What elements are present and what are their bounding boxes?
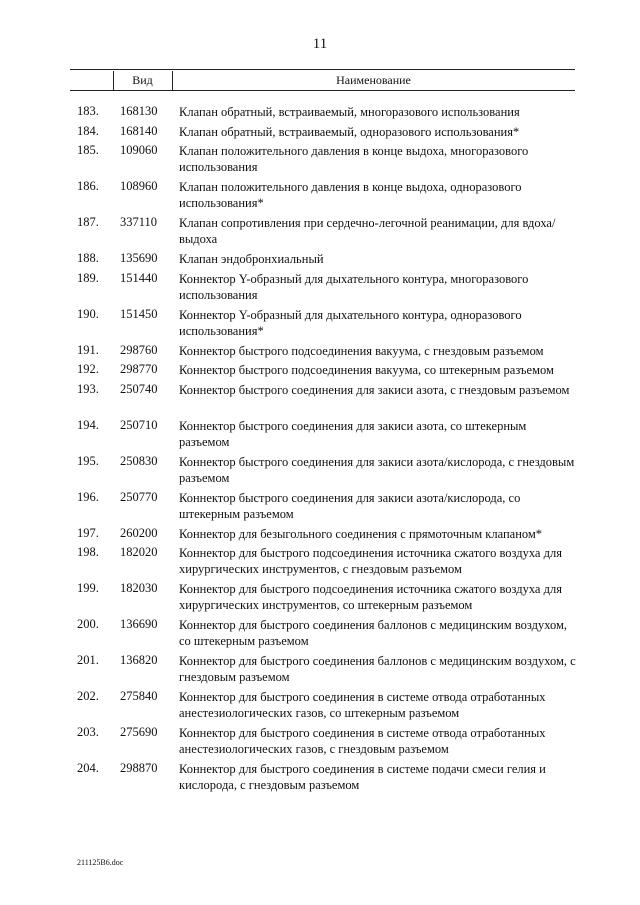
row-code: 250830 [120, 453, 158, 468]
row-name: Коннектор Y-образный для дыхательного контура, одноразового использования* [179, 307, 522, 338]
row-number: 186. [77, 179, 99, 193]
row-code: 298770 [120, 362, 158, 376]
row-number: 193. [77, 381, 99, 396]
row-number: 191. [77, 342, 99, 357]
row-number: 183. [77, 104, 99, 118]
row-name: Коннектор для быстрого соединения в системе отвода отработанных анестезиологических газов, с гнездовым разъемом [179, 726, 546, 756]
row-code: 109060 [120, 143, 158, 157]
table-row [0, 215, 640, 251]
table-row [0, 526, 640, 546]
row-number: 194. [77, 417, 99, 432]
row-name: Коннектор для быстрого соединения в системе подачи смеси гелия и кислорода, с гнездовым разъемом [179, 762, 546, 792]
table-row [0, 271, 640, 307]
row-code: 108960 [120, 179, 158, 193]
row-code: 298870 [120, 761, 158, 775]
row-name: Клапан положительного давления в конце выдоха, многоразового использования [179, 144, 529, 174]
table-row [0, 124, 640, 144]
row-code: 182030 [120, 581, 158, 595]
row-code: 168140 [120, 123, 158, 138]
table-row [0, 689, 640, 725]
table-row [0, 653, 640, 689]
table-row [0, 179, 640, 215]
row-code: 275840 [120, 689, 158, 703]
table-row [0, 418, 640, 454]
row-number: 187. [77, 215, 99, 229]
table-row [0, 343, 640, 363]
row-name: Клапан сопротивления при сердечно-легочной реанимации, для вдоха/выдоха [179, 216, 556, 246]
page-number: 11 [312, 36, 328, 52]
row-name: Коннектор быстрого подсоединения вакуума, с гнездовым разъемом [179, 343, 544, 358]
table-row [0, 761, 640, 797]
header-rule-top [70, 69, 575, 70]
row-code: 168130 [120, 104, 158, 118]
row-code: 250710 [120, 417, 158, 432]
table-row [0, 490, 640, 526]
row-number: 204. [77, 761, 99, 775]
row-name: Коннектор для быстрого соединения баллонов с медицинским воздухом, со штекерным разъемом [179, 618, 568, 648]
row-code: 337110 [120, 215, 158, 229]
row-name: Клапан положительного давления в конце выдоха, одноразового использования* [179, 180, 522, 210]
row-code: 250770 [120, 489, 158, 504]
row-name: Коннектор быстрого соединения для закиси азота, с гнездовым разъемом [179, 382, 570, 397]
table-row [0, 382, 640, 418]
row-name: Коннектор для быстрого соединения баллонов с медицинским воздухом, с гнездовым разъемом [179, 654, 576, 684]
row-code: 151450 [120, 306, 158, 321]
row-number: 198. [77, 545, 99, 559]
row-name: Коннектор для быстрого подсоединения источника сжатого воздуха для хирургических инструментов, со штекерным разъемом [179, 582, 562, 612]
table-row [0, 454, 640, 490]
row-number: 184. [77, 123, 99, 138]
row-name: Коннектор для безыгольного соединения с прямоточным клапаном* [179, 526, 543, 541]
row-number: 185. [77, 143, 99, 157]
table-row [0, 581, 640, 617]
table-body [0, 104, 640, 797]
row-code: 260200 [120, 525, 158, 540]
footer-filename: 211125B6.doc [77, 858, 124, 867]
row-code: 135690 [120, 251, 158, 265]
row-number: 199. [77, 581, 99, 595]
header-rule-bottom [70, 90, 575, 91]
table-row [0, 143, 640, 179]
row-code: 151440 [120, 270, 158, 285]
table-row [0, 617, 640, 653]
row-name: Коннектор быстрого соединения для закиси азота/кислорода, с гнездовым разъемом [179, 454, 575, 485]
row-code: 136820 [120, 653, 158, 667]
table-row [0, 307, 640, 343]
row-name: Клапан обратный, встраиваемый, одноразового использования* [179, 124, 520, 139]
row-code: 275690 [120, 725, 158, 739]
table-row [0, 725, 640, 761]
row-name: Коннектор для быстрого подсоединения источника сжатого воздуха для хирургических инструментов, с гнездовым разъемом [179, 546, 562, 576]
row-number: 195. [77, 453, 99, 468]
row-number: 188. [77, 251, 99, 265]
table-row [0, 362, 640, 382]
row-number: 192. [77, 362, 99, 376]
row-number: 200. [77, 617, 99, 631]
row-code: 250740 [120, 381, 158, 396]
row-name: Коннектор быстрого соединения для закиси азота, со штекерным разъемом [179, 418, 527, 449]
row-name: Коннектор быстрого подсоединения вакуума, со штекерным разъемом [179, 363, 554, 377]
table-row [0, 251, 640, 271]
row-name: Клапан обратный, встраиваемый, многоразового использования [179, 105, 520, 119]
row-name: Коннектор быстрого соединения для закиси азота/кислорода, со штекерным разъемом [179, 490, 521, 521]
row-number: 189. [77, 270, 99, 285]
row-number: 202. [77, 689, 99, 703]
table-row [0, 104, 640, 124]
column-header-vid: Вид [132, 73, 153, 87]
row-code: 136690 [120, 617, 158, 631]
row-number: 190. [77, 306, 99, 321]
row-code: 298760 [120, 342, 158, 357]
column-header-name: Наименование [336, 73, 411, 87]
row-code: 182020 [120, 545, 158, 559]
row-number: 201. [77, 653, 99, 667]
row-number: 203. [77, 725, 99, 739]
row-name: Коннектор Y-образный для дыхательного контура, многоразового использования [179, 271, 529, 302]
row-number: 196. [77, 489, 99, 504]
row-name: Клапан эндобронхиальный [179, 252, 324, 266]
row-number: 197. [77, 525, 99, 540]
table-row [0, 545, 640, 581]
row-name: Коннектор для быстрого соединения в системе отвода отработанных анестезиологических газов, со штекерным разъемом [179, 690, 546, 720]
